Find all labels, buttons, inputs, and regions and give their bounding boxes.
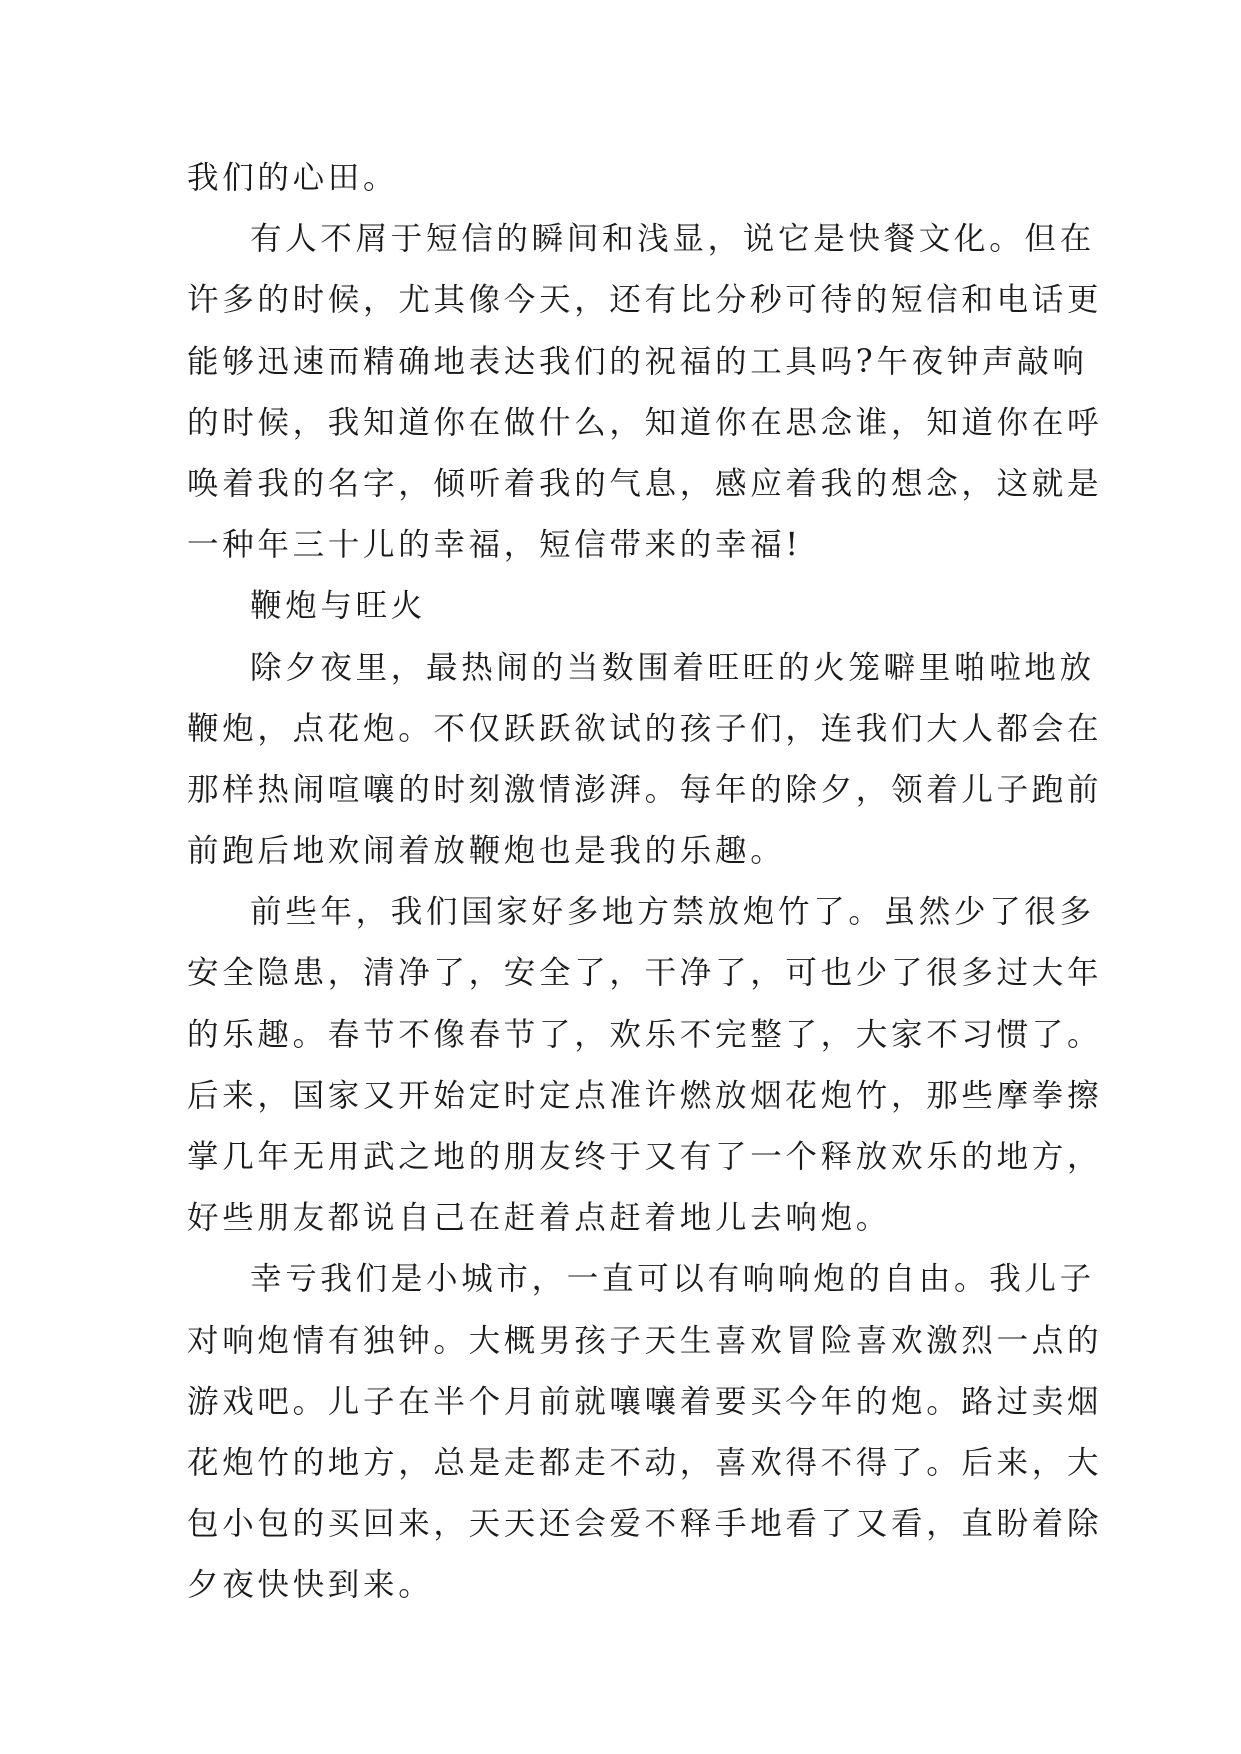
paragraph-start-line: 有人不屑于短信的瞬间和浅显，说它是快餐文化。但在 bbox=[250, 221, 1095, 258]
text-line: 我们的心田。 bbox=[187, 160, 399, 196]
paragraph-start-line: 幸亏我们是小城市，一直可以有响响炮的自由。我儿子 bbox=[250, 1261, 1095, 1298]
text-line: 夕夜快快到来。 bbox=[187, 1567, 434, 1604]
text-line: 好些朋友都说自己在赶着点赶着地儿去响炮。 bbox=[187, 1200, 892, 1237]
text-line: 前跑后地欢闹着放鞭炮也是我的乐趣。 bbox=[187, 833, 786, 870]
text-line: 能够迅速而精确地表达我们的祝福的工具吗?午夜钟声敲响 bbox=[187, 343, 1088, 380]
section-heading: 鞭炮与旺火 bbox=[250, 588, 427, 625]
text-line: 那样热闹喧嚷的时刻激情澎湃。每年的除夕，领着儿子跑前 bbox=[187, 771, 1103, 808]
text-line: 花炮竹的地方，总是走都走不动，喜欢得不得了。后来，大 bbox=[187, 1444, 1103, 1481]
text-line: 唤着我的名字，倾听着我的气息，感应着我的想念，这就是 bbox=[187, 465, 1103, 502]
text-line: 许多的时候，尤其像今天，还有比分秒可待的短信和电话更 bbox=[187, 282, 1103, 319]
text-line: 掌几年无用武之地的朋友终于又有了一个释放欢乐的地方， bbox=[187, 1139, 1103, 1175]
document-body bbox=[187, 148, 1103, 1617]
text-line: 的乐趣。春节不像春节了，欢乐不完整了，大家不习惯了。 bbox=[187, 1016, 1103, 1053]
paragraph-start-line: 除夕夜里，最热闹的当数围着旺旺的火笼噼里啪啦地放 bbox=[250, 649, 1095, 686]
text-line: 后来，国家又开始定时定点准许燃放烟花炮竹，那些摩拳擦 bbox=[187, 1077, 1103, 1114]
text-line: 游戏吧。儿子在半个月前就嚷嚷着要买今年的炮。路过卖烟 bbox=[187, 1383, 1103, 1420]
text-line: 安全隐患，清净了，安全了，干净了，可也少了很多过大年 bbox=[187, 955, 1103, 992]
paragraph-start-line: 前些年，我们国家好多地方禁放炮竹了。虽然少了很多 bbox=[250, 894, 1095, 931]
text-line: 鞭炮，点花炮。不仅跃跃欲试的孩子们，连我们大人都会在 bbox=[187, 710, 1103, 747]
text-line: 的时候，我知道你在做什么，知道你在思念谁，知道你在呼 bbox=[187, 404, 1103, 441]
text-line: 对响炮情有独钟。大概男孩子天生喜欢冒险喜欢激烈一点的 bbox=[187, 1322, 1103, 1359]
text-line: 包小包的买回来，天天还会爱不释手地看了又看，直盼着除 bbox=[187, 1506, 1103, 1543]
text-line: 一种年三十儿的幸福，短信带来的幸福! bbox=[187, 527, 802, 564]
